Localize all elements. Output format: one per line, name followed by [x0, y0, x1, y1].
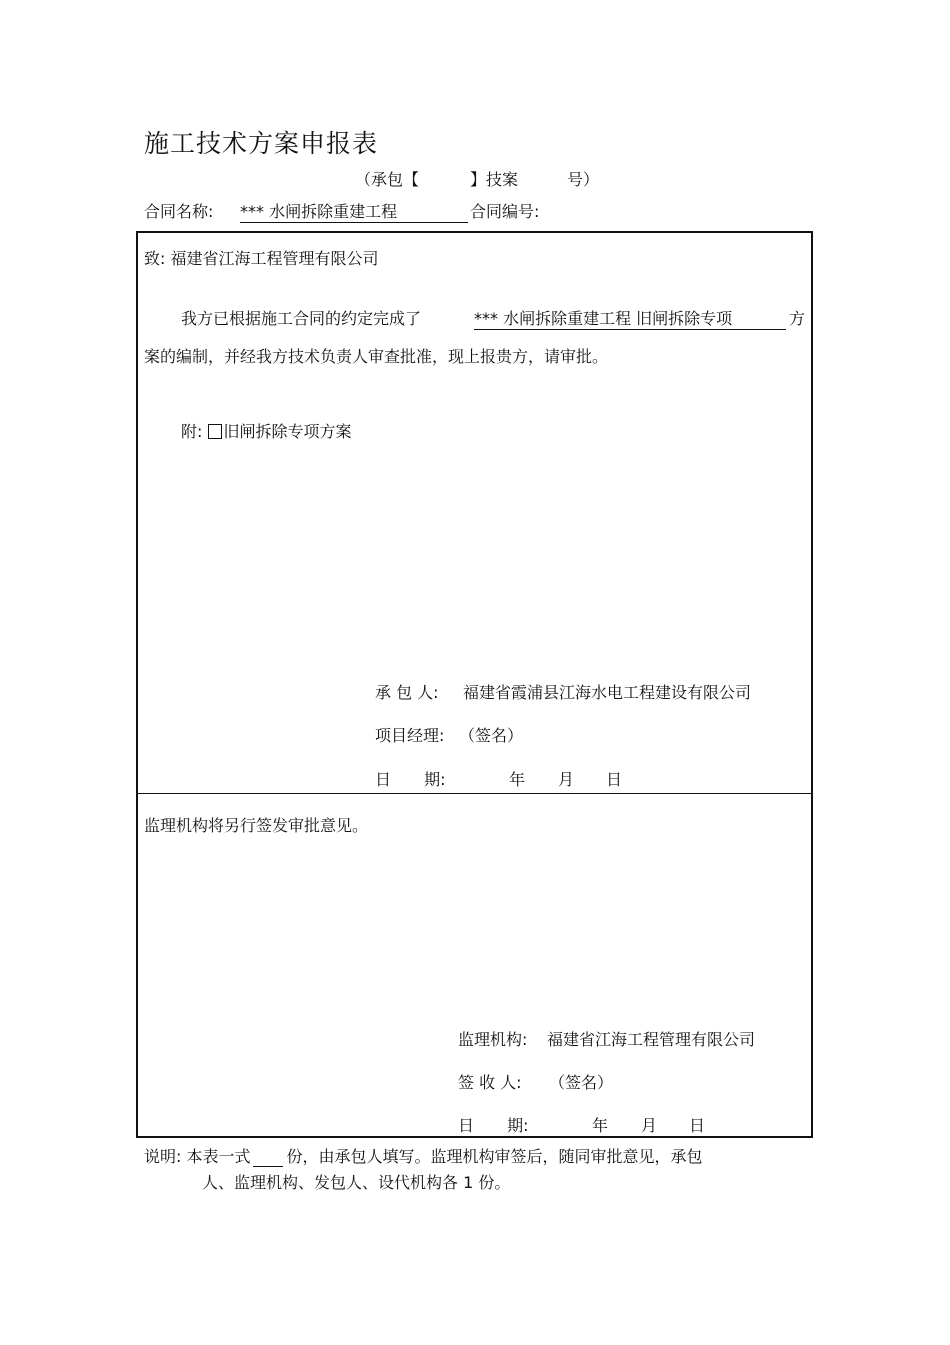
contract-name-field[interactable] — [240, 202, 468, 223]
contract-name-label: 合同名称: — [144, 202, 214, 221]
contractor-day: 日 — [606, 770, 623, 789]
supervisor-year: 年 — [592, 1116, 609, 1135]
pm-signature[interactable]: （签名） — [459, 726, 524, 745]
supervisor-note: 监理机构将另行签发审批意见。 — [144, 816, 369, 835]
addressee-label: 致: — [144, 249, 166, 268]
para-line2: 案的编制，并经我方技术负责人审查批准，现上报贵方，请审批。 — [144, 347, 609, 366]
contractor-date-label: 日 期: — [375, 770, 446, 789]
footnote-suffix: 份，由承包人填写。监理机构审签后，随同审批意见，承包 — [286, 1147, 703, 1166]
plan-name-field[interactable] — [474, 309, 786, 330]
addressee-value: 福建省江海工程管理有限公司 — [170, 249, 379, 268]
supervisor-month: 月 — [641, 1116, 658, 1135]
supervisor-org-label: 监理机构: — [458, 1030, 528, 1049]
supervisor-date-label: 日 期: — [458, 1116, 529, 1135]
footnote-line2: 人、监理机构、发包人、设代机构各 1 份。 — [202, 1173, 511, 1192]
plan-name-value: *** 水闸拆除重建工程 旧闸拆除专项 — [474, 309, 733, 328]
code-middle: 】技案 — [470, 170, 519, 189]
contract-number-label: 合同编号: — [470, 202, 540, 221]
copies-blank[interactable] — [253, 1150, 283, 1167]
code-open: （承包【 — [355, 170, 420, 189]
contract-name-value: *** 水闸拆除重建工程 — [240, 202, 398, 221]
contractor-month: 月 — [558, 770, 575, 789]
code-close: 号） — [567, 170, 600, 189]
addressee — [144, 249, 379, 269]
receiver-label: 签 收 人: — [458, 1073, 522, 1092]
contractor-year: 年 — [509, 770, 526, 789]
attachment-item: 旧闸拆除专项方案 — [223, 422, 352, 441]
attachment-label: 附: — [181, 422, 203, 441]
page-title: 施工技术方案申报表 — [144, 129, 379, 158]
attachment-checkbox[interactable] — [208, 424, 222, 439]
contractor-value: 福建省霞浦县江海水电工程建设有限公司 — [463, 683, 752, 702]
pm-label: 项目经理: — [375, 726, 445, 745]
footnote-line1 — [144, 1147, 703, 1167]
attachment — [181, 422, 352, 442]
section-divider — [136, 793, 813, 794]
footnote-prefix: 说明: 本表一式 — [144, 1147, 251, 1166]
receiver-signature[interactable]: （签名） — [549, 1073, 614, 1092]
contractor-label: 承 包 人: — [375, 683, 439, 702]
para-suffix: 方 — [789, 309, 806, 328]
supervisor-day: 日 — [689, 1116, 706, 1135]
para-prefix: 我方已根据施工合同的约定完成了 — [181, 309, 422, 328]
supervisor-org-value: 福建省江海工程管理有限公司 — [547, 1030, 756, 1049]
